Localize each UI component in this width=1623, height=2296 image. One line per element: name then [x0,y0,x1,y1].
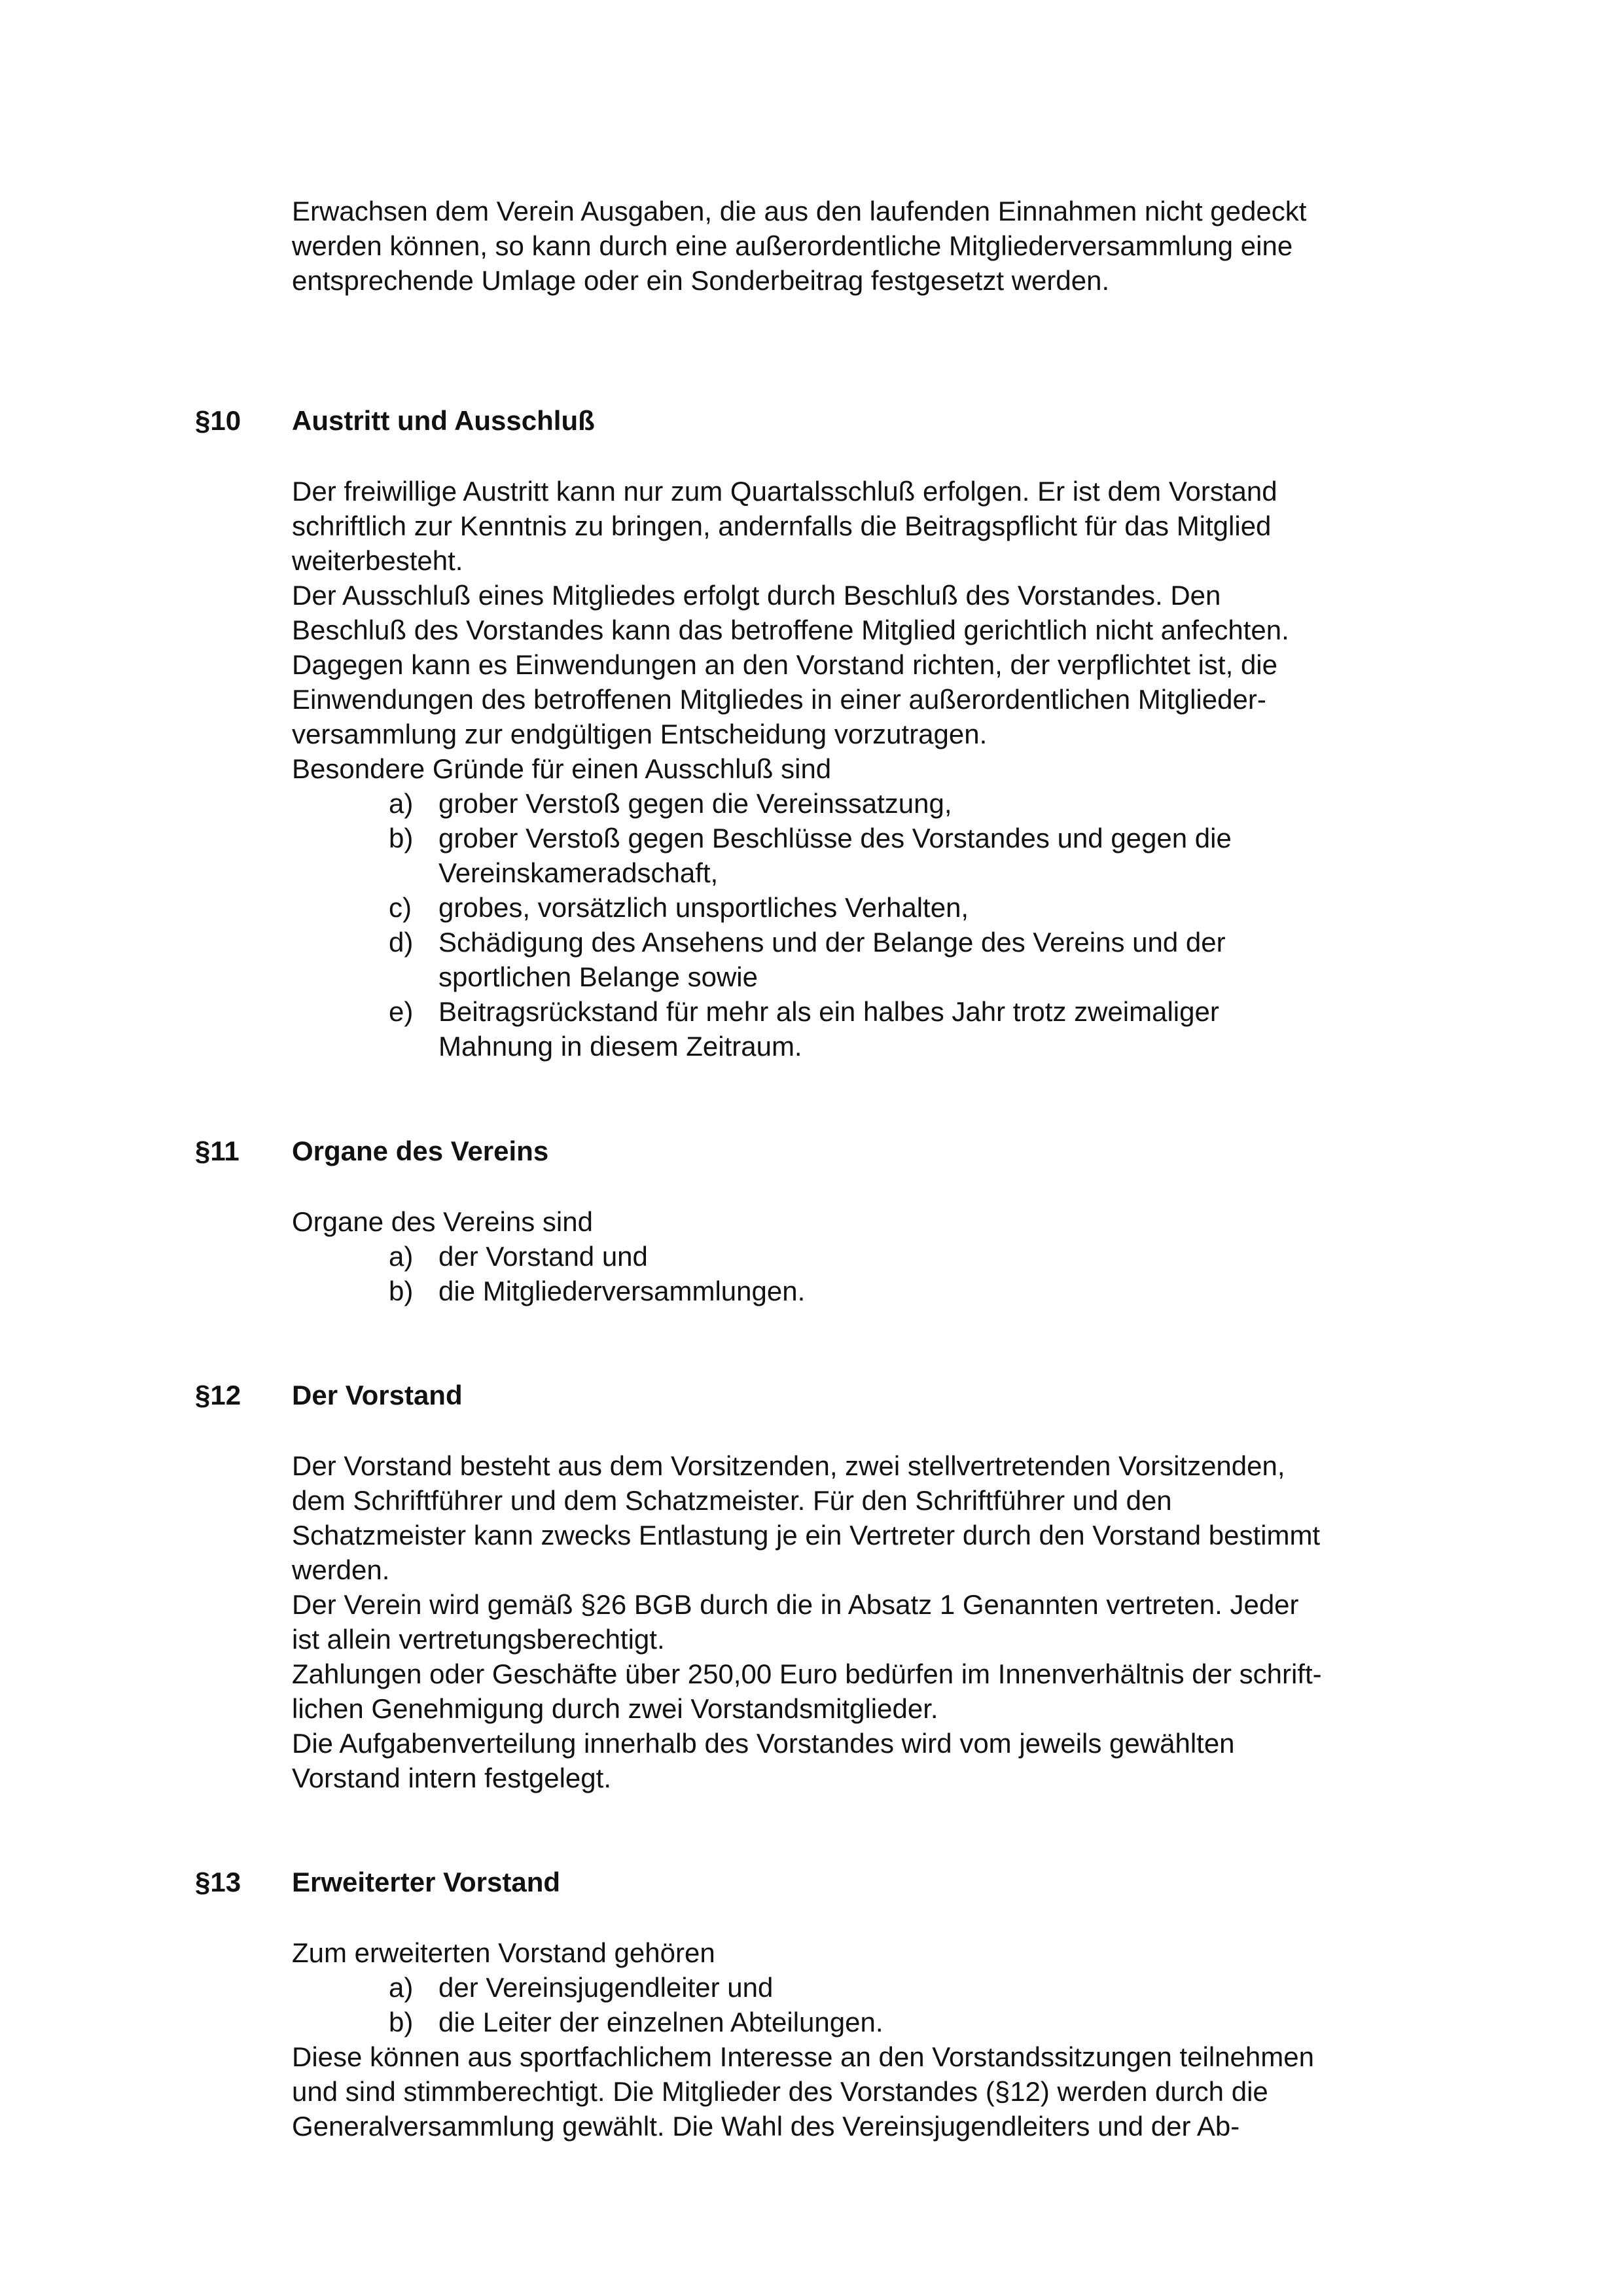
paragraph-line: Der Vorstand besteht aus dem Vorsitzenden, zwei stellvertretenden Vorsitzenden, [292,1450,1285,1481]
paragraph-line: Generalversammlung gewählt. Die Wahl des Vereinsjugendleiters und der Ab- [292,2111,1240,2142]
paragraph-line: Der Ausschluß eines Mitgliedes erfolgt durch Beschluß des Vorstandes. Den [292,580,1221,611]
paragraph-line: Beschluß des Vorstandes kann das betroffene Mitglied gerichtlich nicht anfechten. [292,615,1289,645]
list-marker: e) [389,996,414,1027]
intro-line: werden können, so kann durch eine außerordentliche Mitgliederversammlung eine [292,230,1293,261]
section-number: §10 [195,405,241,436]
list-item: Schädigung des Ansehens und der Belange des Vereins und der [438,927,1226,958]
list-marker: b) [389,2007,414,2037]
paragraph-line: und sind stimmberechtigt. Die Mitglieder des Vorstandes (§12) werden durch die [292,2076,1268,2107]
list-item: der Vereinsjugendleiter und [438,1972,774,2003]
list-item: die Mitgliederversammlungen. [438,1276,806,1306]
paragraph-line: versammlung zur endgültigen Entscheidung vorzutragen. [292,719,988,749]
section-number: §12 [195,1380,241,1410]
paragraph-line: lichen Genehmigung durch zwei Vorstandsmitglieder. [292,1693,938,1724]
list-marker: b) [389,1276,414,1306]
paragraph-line: Diese können aus sportfachlichem Interesse an den Vorstandssitzungen teilnehmen [292,2041,1314,2072]
section-heading: Organe des Vereins [292,1136,549,1166]
list-item-continuation: Mahnung in diesem Zeitraum. [438,1031,802,1062]
list-marker: a) [389,1972,414,2003]
intro-line: entsprechende Umlage oder ein Sonderbeitrag festgesetzt werden. [292,265,1110,296]
paragraph-line: Einwendungen des betroffenen Mitgliedes in einer außerordentlichen Mitglieder- [292,684,1266,715]
list-item-continuation: Vereinskameradschaft, [438,857,719,888]
intro-line: Erwachsen dem Verein Ausgaben, die aus den laufenden Einnahmen nicht gedeckt [292,196,1307,226]
list-item: grobes, vorsätzlich unsportliches Verhalten, [438,892,969,923]
list-marker: b) [389,823,414,853]
paragraph-line: Vorstand intern festgelegt. [292,1763,611,1793]
paragraph-line: dem Schriftführer und dem Schatzmeister. Für den Schriftführer und den [292,1485,1172,1516]
list-item: der Vorstand und [438,1241,648,1272]
list-marker: a) [389,788,414,819]
list-item-continuation: sportlichen Belange sowie [438,961,758,992]
paragraph-line: weiterbesteht. [292,545,463,576]
paragraph-line: Zahlungen oder Geschäfte über 250,00 Euro bedürfen im Innenverhältnis der schrift- [292,1659,1322,1689]
section-number: §13 [195,1867,241,1897]
list-item: Beitragsrückstand für mehr als ein halbes Jahr trotz zweimaliger [438,996,1219,1027]
section-heading: Erweiterter Vorstand [292,1867,561,1897]
paragraph-line: Schatzmeister kann zwecks Entlastung je ein Vertreter durch den Vorstand bestimmt [292,1520,1321,1551]
list-item: grober Verstoß gegen die Vereinssatzung, [438,788,952,819]
paragraph-line: Dagegen kann es Einwendungen an den Vorstand richten, der verpflichtet ist, die [292,649,1277,680]
paragraph-line: schriftlich zur Kenntnis zu bringen, andernfalls die Beitragspflicht für das Mitglied [292,511,1272,541]
section-number: §11 [195,1136,240,1166]
paragraph-line: Der Verein wird gemäß §26 BGB durch die in Absatz 1 Genannten vertreten. Jeder [292,1589,1299,1620]
section-heading: Austritt und Ausschluß [292,405,595,436]
list-marker: a) [389,1241,414,1272]
paragraph-line: Die Aufgabenverteilung innerhalb des Vorstandes wird vom jeweils gewählten [292,1728,1235,1759]
paragraph-line: Organe des Vereins sind [292,1206,593,1237]
paragraph-line: Der freiwillige Austritt kann nur zum Quartalsschluß erfolgen. Er ist dem Vorstand [292,476,1277,507]
list-item: die Leiter der einzelnen Abteilungen. [438,2007,883,2037]
list-marker: c) [389,892,412,923]
paragraph-line: ist allein vertretungsberechtigt. [292,1624,665,1655]
section-heading: Der Vorstand [292,1380,463,1410]
paragraph-line: werden. [292,1554,390,1585]
list-item: grober Verstoß gegen Beschlüsse des Vorstandes und gegen die [438,823,1232,853]
paragraph-line: Besondere Gründe für einen Ausschluß sind [292,753,832,784]
list-marker: d) [389,927,414,958]
paragraph-line: Zum erweiterten Vorstand gehören [292,1937,715,1968]
